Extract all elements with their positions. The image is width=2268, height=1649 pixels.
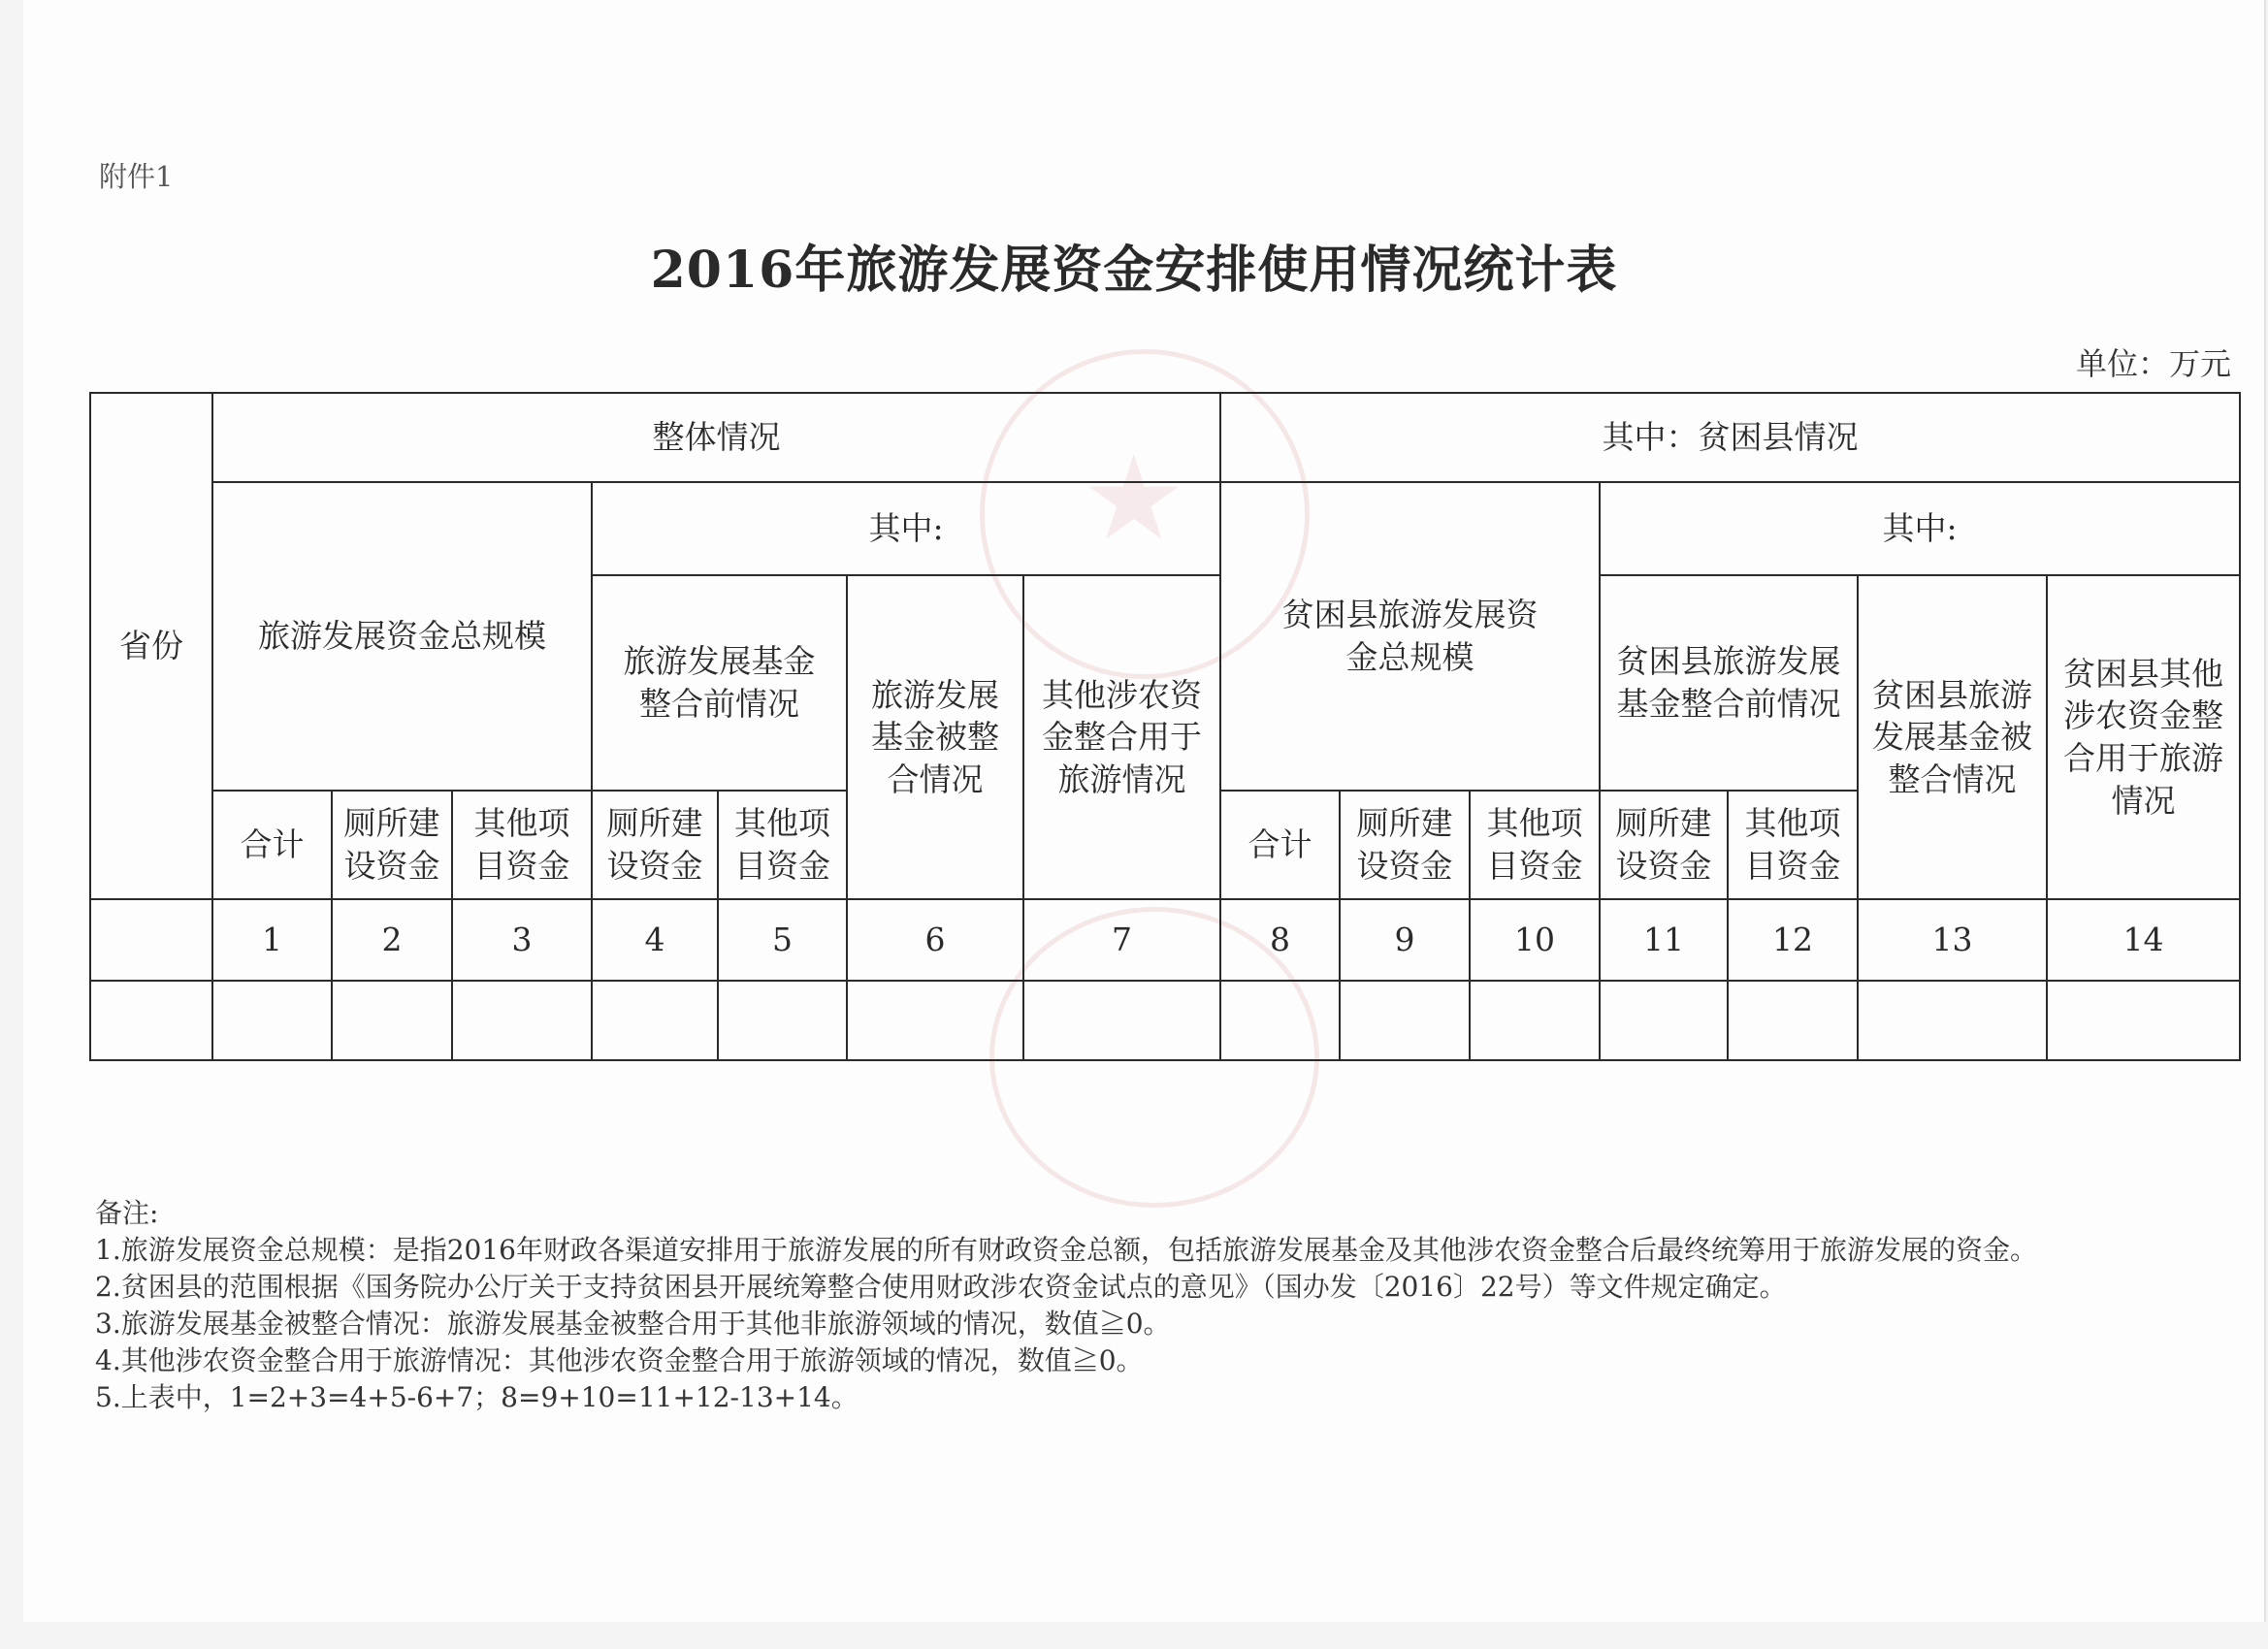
header-overall: 整体情况: [212, 393, 1220, 482]
column-number: 12: [1728, 899, 1858, 981]
header-pov-total-scale: 贫困县旅游发展资金总规模: [1220, 482, 1600, 791]
unit-label: 单位：万元: [2075, 345, 2231, 382]
header-of-which: 其中:: [592, 482, 1220, 575]
column-number-row: [90, 899, 2240, 981]
subheader-toilet: 厕所建设资金: [592, 791, 718, 899]
notes-heading: 备注:: [95, 1197, 159, 1229]
column-number: 9: [1340, 899, 1470, 981]
attachment-label: 附件1: [99, 160, 174, 193]
header-total-scale: 旅游发展资金总规模: [212, 482, 592, 791]
header-pov-other-agri: 贫困县其他涉农资金整合用于旅游情况: [2047, 575, 2240, 899]
table-cell[interactable]: [332, 981, 452, 1060]
subheader-pov-sum: 合计: [1220, 791, 1340, 899]
column-number: 14: [2047, 899, 2240, 981]
column-number: 1: [212, 899, 332, 981]
subheader-pov-other-project: 其他项目资金: [1470, 791, 1600, 899]
column-number: 7: [1023, 899, 1220, 981]
table-cell[interactable]: [1220, 981, 1340, 1060]
column-number: 5: [718, 899, 847, 981]
column-number: 8: [1220, 899, 1340, 981]
notes-section: [95, 1195, 2037, 1416]
table-cell[interactable]: [1340, 981, 1470, 1060]
table-cell[interactable]: [1470, 981, 1600, 1060]
header-fund-before: 旅游发展基金整合前情况: [592, 575, 847, 791]
header-pov-fund-before: 贫困县旅游发展基金整合前情况: [1600, 575, 1858, 791]
column-number: 3: [452, 899, 592, 981]
table-cell[interactable]: [1600, 981, 1728, 1060]
note-item: 1.旅游发展资金总规模：是指2016年财政各渠道安排用于旅游发展的所有财政资金总额，包括旅游发展基金及其他涉农资金整合后最终统筹用于旅游发展的资金。: [95, 1234, 2037, 1266]
header-other-agri: 其他涉农资金整合用于旅游情况: [1023, 575, 1220, 899]
column-number: 4: [592, 899, 718, 981]
note-item: 4.其他涉农资金整合用于旅游情况：其他涉农资金整合用于旅游领域的情况，数值≧0。: [95, 1344, 1144, 1376]
note-item: 3.旅游发展基金被整合情况：旅游发展基金被整合用于其他非旅游领域的情况，数值≧0。: [95, 1308, 1171, 1340]
table-cell[interactable]: [452, 981, 592, 1060]
table-cell[interactable]: [592, 981, 718, 1060]
page-title: 2016年旅游发展资金安排使用情况统计表: [650, 241, 1618, 300]
seal-star-icon: ★: [1082, 432, 1186, 566]
header-poverty-counties: 其中：贫困县情况: [1220, 393, 2240, 482]
column-number: 11: [1600, 899, 1728, 981]
table-cell[interactable]: [2047, 981, 2240, 1060]
column-number: 13: [1858, 899, 2047, 981]
header-pov-fund-integrated: 贫困县旅游发展基金被整合情况: [1858, 575, 2047, 899]
table-cell[interactable]: [1728, 981, 1858, 1060]
column-number: 6: [847, 899, 1023, 981]
column-number: 2: [332, 899, 452, 981]
subheader-other-project: 其他项目资金: [452, 791, 592, 899]
header-pov-of-which: 其中:: [1600, 482, 2240, 575]
table-cell[interactable]: [1023, 981, 1220, 1060]
header-province: 省份: [90, 393, 212, 899]
empty-data-row: [90, 981, 2240, 1060]
table-cell[interactable]: [847, 981, 1023, 1060]
note-item: 2.贫困县的范围根据《国务院办公厅关于支持贫困县开展统筹整合使用财政涉农资金试点的意见》（国办发〔2016〕22号）等文件规定确定。: [95, 1271, 1787, 1303]
subheader-pov-toilet: 厕所建设资金: [1340, 791, 1470, 899]
table-cell[interactable]: [90, 981, 212, 1060]
subheader-sum: 合计: [212, 791, 332, 899]
subheader-toilet: 厕所建设资金: [332, 791, 452, 899]
header-fund-integrated: 旅游发展基金被整合情况: [847, 575, 1023, 899]
statistics-table: [89, 392, 2241, 1061]
table-cell[interactable]: [1858, 981, 2047, 1060]
note-item: 5.上表中，1=2+3=4+5-6+7；8=9+10=11+12-13+14。: [95, 1381, 859, 1413]
column-number-blank: [90, 899, 212, 981]
table-cell[interactable]: [718, 981, 847, 1060]
subheader-other-project: 其他项目资金: [718, 791, 847, 899]
subheader-pov-toilet: 厕所建设资金: [1600, 791, 1728, 899]
column-number: 10: [1470, 899, 1600, 981]
table-cell[interactable]: [212, 981, 332, 1060]
subheader-pov-other-project: 其他项目资金: [1728, 791, 1858, 899]
